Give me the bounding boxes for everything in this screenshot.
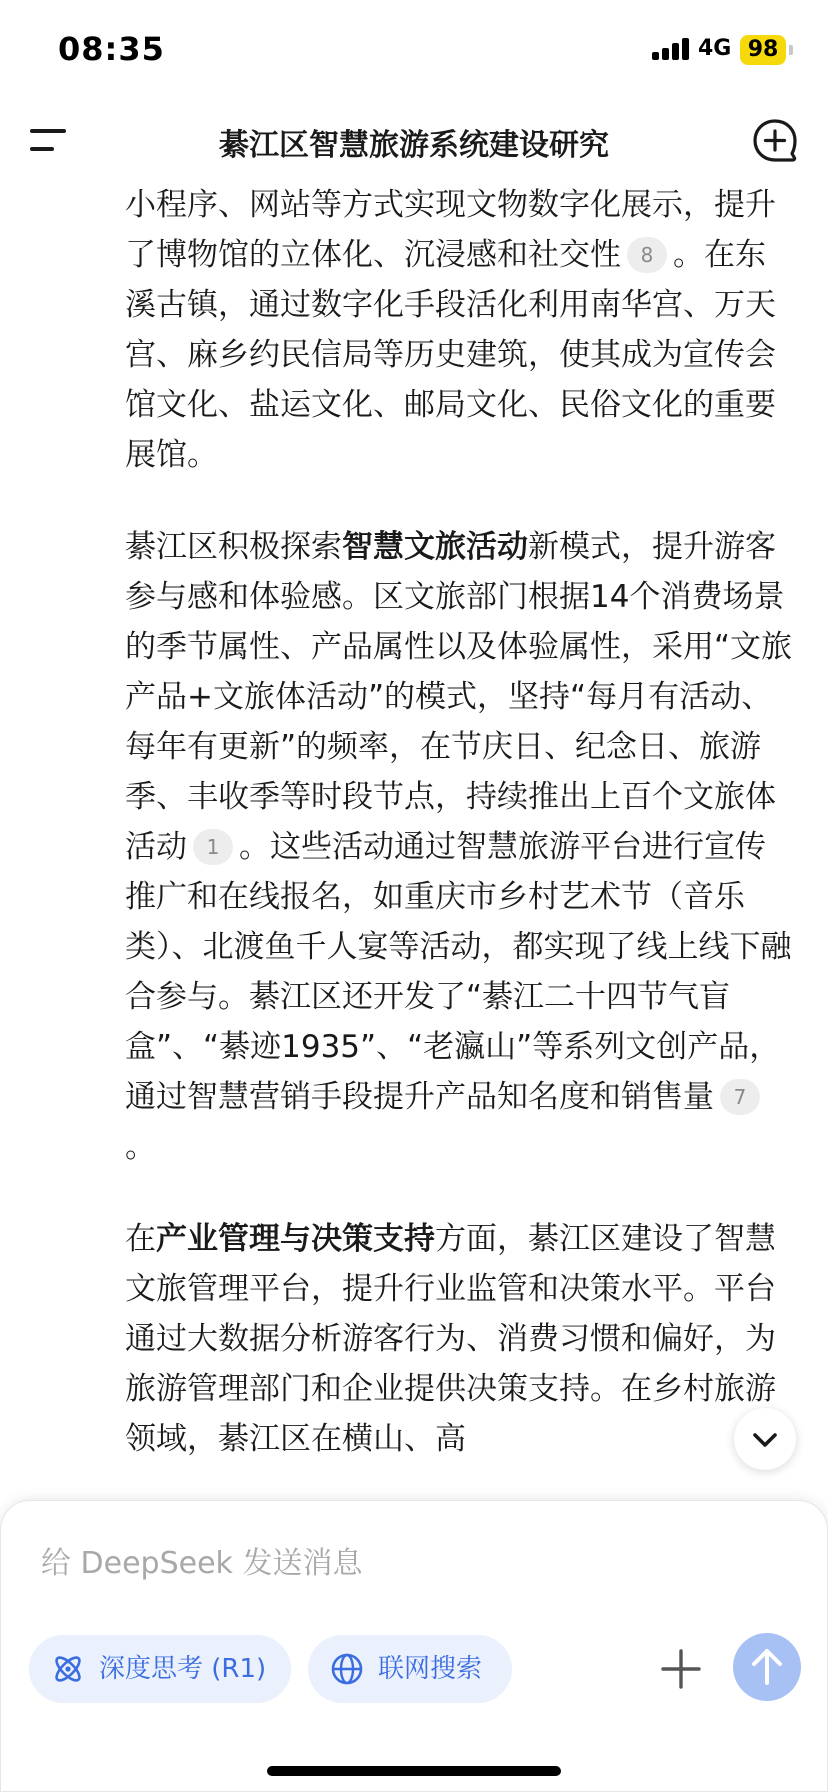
citation-badge[interactable]: 8 [627, 237, 667, 273]
deep-think-button[interactable] [29, 1635, 291, 1703]
web-search-button[interactable] [308, 1635, 512, 1703]
citation-badge[interactable]: 7 [720, 1079, 760, 1115]
scroll-down-button[interactable] [734, 1408, 796, 1470]
battery-tip [789, 45, 793, 55]
home-indicator [267, 1766, 561, 1776]
plus-icon[interactable] [657, 1645, 705, 1693]
menu-icon[interactable] [30, 126, 70, 156]
text-segment: 新模式，提升游客参与感和体验感。区文旅部门根据14个消费场景的季节属性、产品属性以及体验属性，采用“文旅产品+文旅体活动”的模式，坚持“每月有活动、每年有更新”的频率，在节庆日、纪念日、旅游季、丰收季等时段节点，持续推出上百个文旅体活动 [125, 529, 793, 865]
message-paragraph [125, 180, 795, 480]
text-segment: 。在东溪古镇，通过数字化手段活化利用南华宫、万天宫、麻乡约民信局等历史建筑，使其成为宣传会馆文化、盐运文化、邮局文化、民俗文化的重要展馆。 [125, 237, 776, 473]
status-time: 08:35 [58, 30, 165, 68]
page-title: 綦江区智慧旅游系统建设研究 [219, 128, 609, 163]
message-paragraph [125, 522, 795, 1172]
text-segment: 綦江区积极探索 [125, 529, 342, 565]
arrow-up-icon [733, 1633, 801, 1701]
text-segment: 小程序、网站等方式实现文物数字化展示，提升了博物馆的立体化、沉浸感和社交性 [125, 187, 776, 273]
deep-think-label: 深度思考 (R1) [99, 1654, 267, 1684]
bold-text: 智慧文旅活动 [342, 529, 528, 565]
globe-icon [330, 1652, 364, 1686]
signal-icon [652, 38, 690, 60]
header [0, 100, 828, 180]
atom-icon [51, 1652, 85, 1686]
text-segment: 。 [125, 1129, 156, 1165]
send-button[interactable] [733, 1633, 801, 1701]
text-segment: 方面，綦江区建设了智慧文旅管理平台，提升行业监管和决策水平。平台通过大数据分析游客行为、消费习惯和偏好，为旅游管理部门和企业提供决策支持。在乡村旅游领域，綦江区在横山、高 [125, 1221, 776, 1457]
message-paragraph [125, 1214, 795, 1464]
new-chat-icon[interactable] [752, 118, 798, 164]
text-segment: 。这些活动通过智慧旅游平台进行宣传推广和在线报名，如重庆市乡村艺术节（音乐类）、北渡鱼千人宴等活动，都实现了线上线下融合参与。綦江区还开发了“綦江二十四节气盲盒”、“綦迹1935”、“老瀛山”等系列文创产品，通过智慧营销手段提升产品知名度和销售量 [125, 829, 792, 1115]
message-input[interactable] [41, 1541, 681, 1585]
network-type: 4G [698, 36, 732, 61]
citation-badge[interactable]: 1 [193, 829, 233, 865]
text-segment: 在 [125, 1221, 156, 1257]
chevron-down-icon [734, 1408, 796, 1470]
message-content [125, 180, 795, 1500]
composer [0, 1500, 828, 1792]
bold-text: 产业管理与决策支持 [156, 1221, 435, 1257]
status-bar [0, 0, 828, 100]
web-search-label: 联网搜索 [378, 1654, 483, 1684]
battery-icon: 98 [740, 35, 786, 65]
